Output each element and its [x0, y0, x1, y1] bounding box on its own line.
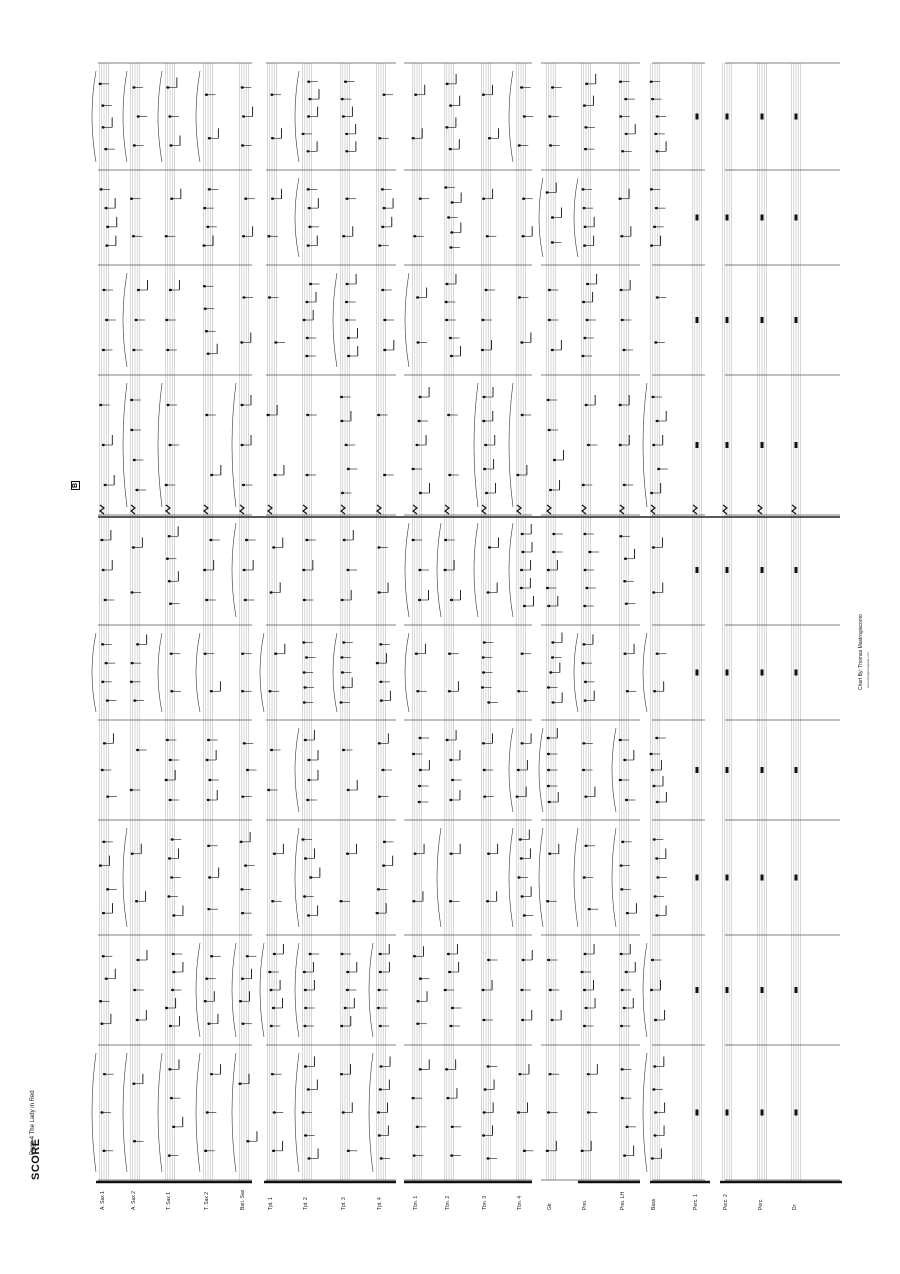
- staff: [303, 63, 312, 1180]
- staff: [482, 63, 491, 1180]
- staff: [100, 63, 109, 1180]
- instrument-label: Dr.: [792, 1203, 798, 1210]
- staff: [240, 63, 249, 1180]
- instrument-label: Tpt. 4: [377, 1197, 383, 1210]
- score-title: SCORE: [30, 1138, 42, 1180]
- barlines: [98, 63, 840, 1180]
- staff: [723, 63, 732, 1180]
- staff: [651, 63, 660, 1180]
- instrument-label: Tpt. 1: [268, 1197, 274, 1210]
- staff: [377, 63, 386, 1180]
- staff: [166, 63, 175, 1180]
- instrument-label: Perc.: [758, 1198, 764, 1210]
- instrument-label: Pno. LH: [620, 1191, 626, 1210]
- staff: [341, 63, 350, 1180]
- rehearsal-mark: B: [72, 482, 79, 488]
- instrument-label: Perc. 2: [723, 1194, 729, 1210]
- instrument-label: T. Sax 1: [166, 1191, 172, 1210]
- instrument-label: A. Sax 1: [100, 1191, 106, 1210]
- bar-repeat-marks: [100, 505, 796, 514]
- instrument-label: Tbn. 4: [517, 1195, 523, 1210]
- instrument-label: Perc. 1: [693, 1194, 699, 1210]
- staff: [582, 63, 591, 1180]
- instrument-label: Tpt. 3: [341, 1197, 347, 1210]
- staff: [758, 63, 767, 1180]
- staff: [792, 63, 801, 1180]
- staff: [204, 63, 213, 1180]
- instrument-label: Bari. Sax: [240, 1189, 246, 1210]
- instrument-label: Tbn. 2: [445, 1195, 451, 1210]
- instrument-label: Tbn. 3: [482, 1195, 488, 1210]
- staff: [547, 63, 556, 1180]
- staff: [131, 63, 140, 1180]
- arranger-credit: Chart By: Thomas Mastrogiacomo: [858, 614, 864, 690]
- arranger-website: www.thebigbandguide.com: [866, 652, 870, 688]
- staff: [693, 63, 702, 1180]
- instrument-label: Tbn. 1: [413, 1195, 419, 1210]
- instrument-label: Gtr.: [547, 1201, 553, 1210]
- staff: [268, 63, 277, 1180]
- instrument-label: Bass: [651, 1198, 657, 1210]
- instrument-label: T. Sax 2: [204, 1191, 210, 1210]
- score-subtitle: Page 4 The Lady in Red: [30, 1090, 36, 1155]
- instrument-label: A. Sax 2: [131, 1191, 137, 1210]
- staff: [445, 63, 454, 1180]
- instrument-label: Tpt. 2: [303, 1197, 309, 1210]
- staff: [620, 63, 629, 1180]
- staff: [413, 63, 422, 1180]
- instrument-label: Pno.: [582, 1199, 588, 1210]
- staff: [517, 63, 526, 1180]
